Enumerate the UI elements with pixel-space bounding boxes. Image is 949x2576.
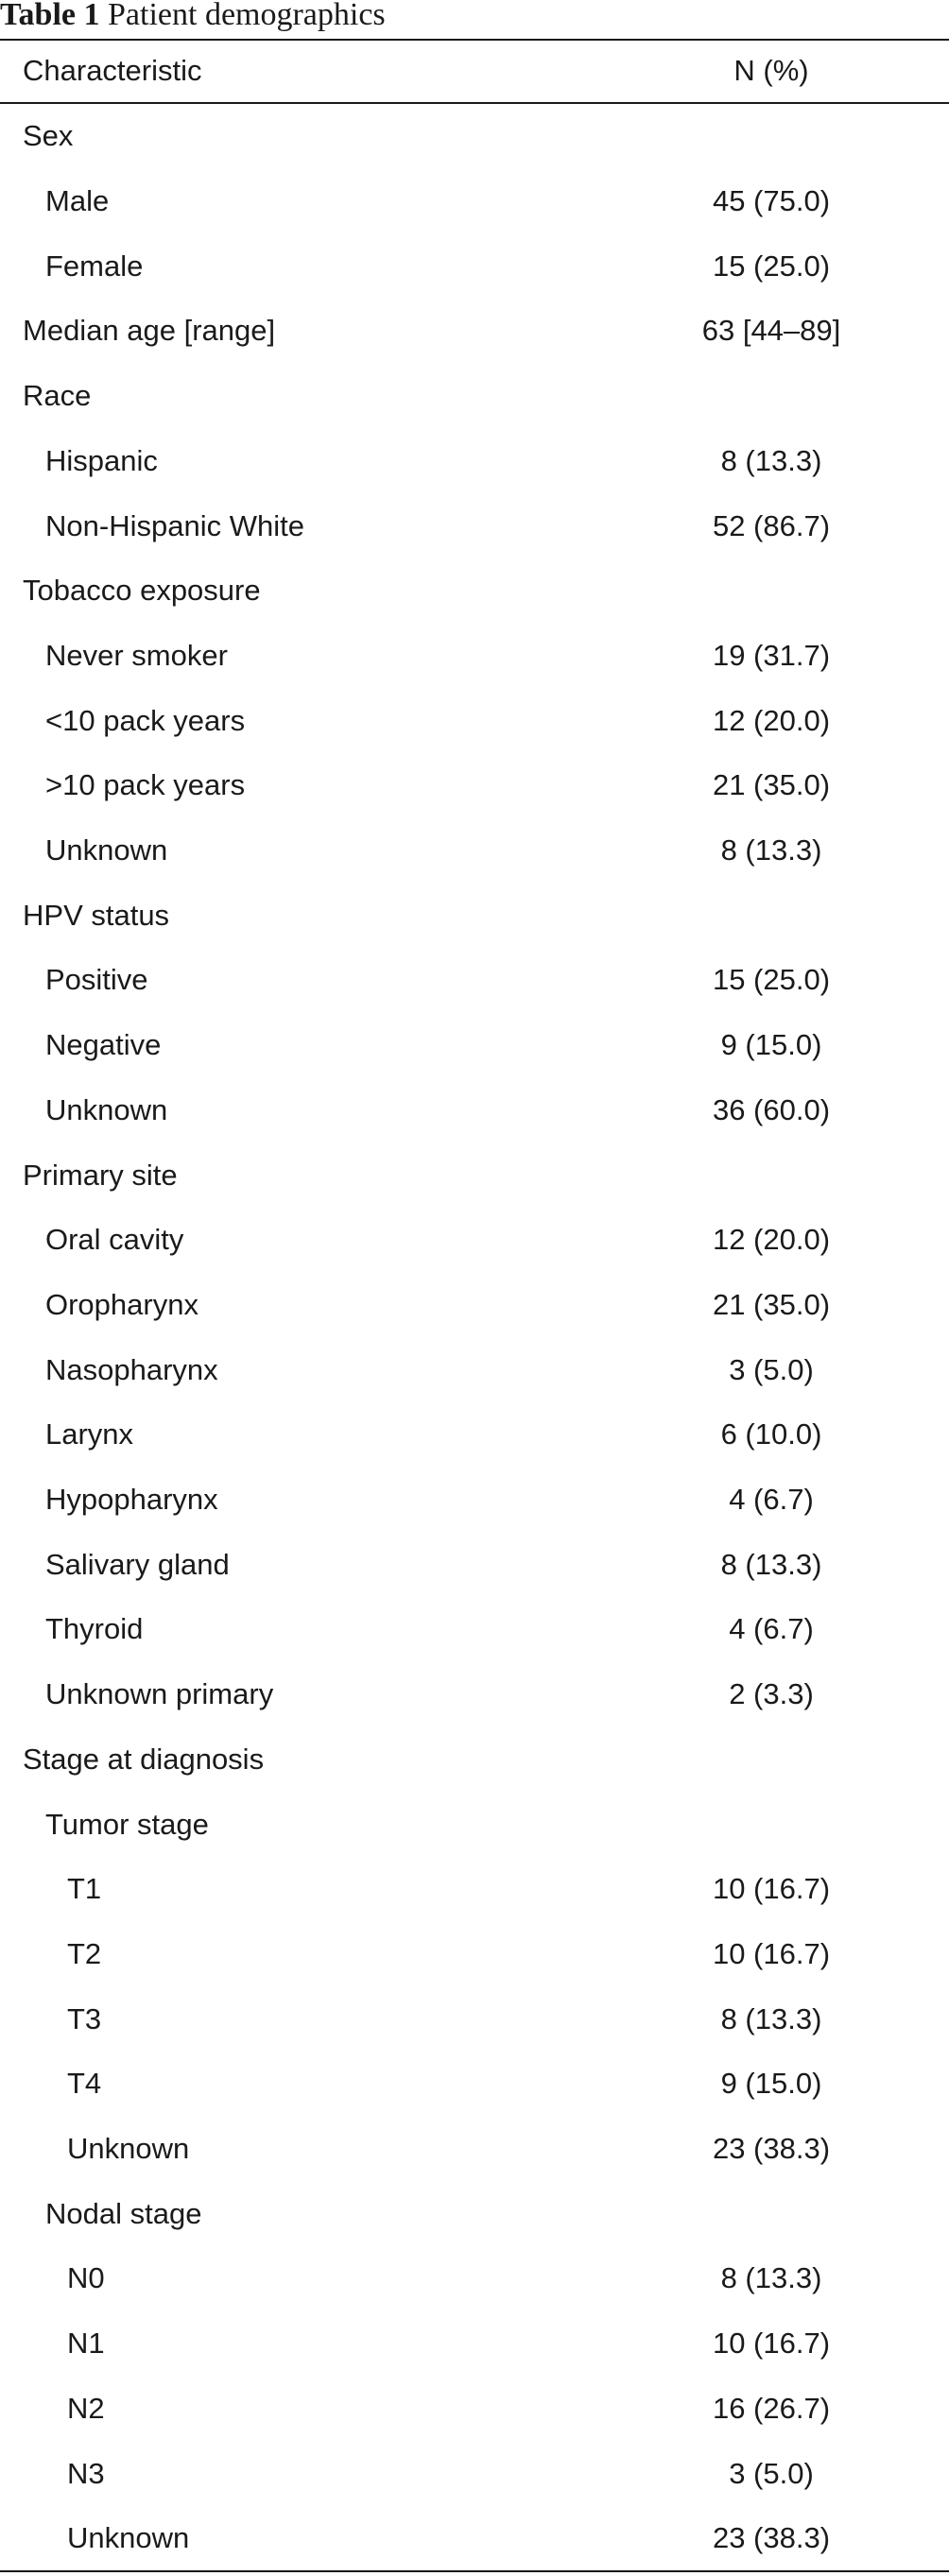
row-characteristic: Unknown: [67, 2132, 190, 2166]
row-characteristic: Larynx: [45, 1417, 134, 1451]
table-row: [0, 1857, 949, 1922]
row-value: 12 (20.0): [712, 1223, 831, 1257]
table-row: [0, 1142, 949, 1208]
row-value: 12 (20.0): [712, 703, 831, 737]
row-value: 6 (10.0): [720, 1417, 822, 1451]
row-value: 8 (13.3): [720, 443, 822, 477]
header-characteristic: Characteristic: [23, 54, 202, 87]
row-characteristic: N3: [67, 2456, 105, 2490]
table-row: [0, 493, 949, 558]
row-value: [639, 104, 904, 169]
row-value: 8 (13.3): [720, 833, 822, 867]
table-row: [0, 1468, 949, 1533]
row-value: [639, 1727, 904, 1793]
table-row: [0, 2181, 949, 2246]
table-row: [0, 2052, 949, 2117]
row-characteristic: Unknown: [45, 833, 168, 867]
row-characteristic: >10 pack years: [45, 768, 246, 802]
row-value: 23 (38.3): [712, 2521, 831, 2555]
table-row: [0, 2117, 949, 2182]
row-value: 52 (86.7): [712, 508, 831, 542]
row-characteristic: Primary site: [23, 1158, 178, 1192]
row-value: 2 (3.3): [729, 1677, 814, 1711]
row-value: 19 (31.7): [712, 638, 831, 672]
table-row: [0, 2377, 949, 2442]
row-value: 10 (16.7): [712, 1872, 831, 1906]
row-characteristic: N2: [67, 2391, 105, 2425]
table-row: [0, 429, 949, 494]
row-value: 9 (15.0): [720, 1028, 822, 1062]
table-header-row: [0, 40, 949, 102]
row-value: 10 (16.7): [712, 2327, 831, 2361]
row-characteristic: <10 pack years: [45, 703, 246, 737]
row-characteristic: Nodal stage: [45, 2196, 202, 2230]
table-row: [0, 1597, 949, 1662]
row-characteristic: Male: [45, 184, 110, 218]
row-value: 4 (6.7): [729, 1612, 814, 1646]
row-value: 3 (5.0): [729, 1352, 814, 1386]
row-characteristic: N1: [67, 2327, 105, 2361]
row-value: 23 (38.3): [712, 2132, 831, 2166]
row-characteristic: Sex: [23, 119, 74, 153]
table-row: [0, 753, 949, 818]
row-value: 4 (6.7): [729, 1483, 814, 1517]
row-characteristic: Female: [45, 249, 144, 283]
table-caption-title: Patient demographics: [108, 0, 386, 32]
row-characteristic: Unknown: [67, 2521, 190, 2555]
table-row: [0, 1273, 949, 1338]
row-characteristic: Salivary gland: [45, 1547, 230, 1581]
row-characteristic: N0: [67, 2261, 105, 2295]
row-characteristic: Hispanic: [45, 443, 158, 477]
row-value: 9 (15.0): [720, 2067, 822, 2101]
row-characteristic: T3: [67, 2001, 102, 2035]
table-row: [0, 2441, 949, 2506]
row-value: [639, 2181, 904, 2246]
table-row: [0, 688, 949, 753]
table-row: [0, 1078, 949, 1143]
row-value: [639, 364, 904, 429]
table-caption-label: Table 1: [0, 0, 100, 32]
row-value: 8 (13.3): [720, 2261, 822, 2295]
table-row: [0, 233, 949, 299]
table-row: [0, 1013, 949, 1078]
table-row: [0, 883, 949, 948]
row-value: 36 (60.0): [712, 1092, 831, 1126]
table-row: [0, 1402, 949, 1468]
row-characteristic: Unknown primary: [45, 1677, 274, 1711]
row-characteristic: Oral cavity: [45, 1223, 184, 1257]
table-row: [0, 818, 949, 884]
row-value: 10 (16.7): [712, 1936, 831, 1970]
table-row: [0, 2311, 949, 2377]
row-characteristic: Positive: [45, 963, 148, 997]
table-row: [0, 1792, 949, 1857]
table-row: [0, 2246, 949, 2311]
header-value: N (%): [733, 54, 809, 87]
row-value: 45 (75.0): [712, 184, 831, 218]
row-characteristic: HPV status: [23, 898, 170, 932]
row-characteristic: Negative: [45, 1028, 162, 1062]
table-row: [0, 1922, 949, 1987]
row-characteristic: Tobacco exposure: [23, 574, 261, 608]
row-value: 15 (25.0): [712, 249, 831, 283]
table-row: [0, 1208, 949, 1273]
row-characteristic: Nasopharynx: [45, 1352, 218, 1386]
row-characteristic: T4: [67, 2067, 102, 2101]
row-characteristic: Race: [23, 379, 92, 413]
row-value: 21 (35.0): [712, 1287, 831, 1321]
table-row: [0, 1986, 949, 2052]
table-row: [0, 169, 949, 234]
row-characteristic: Tumor stage: [45, 1807, 209, 1841]
row-value: 63 [44–89]: [701, 314, 841, 348]
row-characteristic: Hypopharynx: [45, 1483, 218, 1517]
row-characteristic: T2: [67, 1936, 102, 1970]
table-row: [0, 104, 949, 169]
table-row: [0, 364, 949, 429]
table-row: [0, 558, 949, 624]
row-value: [639, 1142, 904, 1208]
row-characteristic: Thyroid: [45, 1612, 144, 1646]
table-row: [0, 1662, 949, 1727]
row-value: 8 (13.3): [720, 1547, 822, 1581]
row-value: [639, 558, 904, 624]
row-characteristic: Oropharynx: [45, 1287, 198, 1321]
row-characteristic: Non-Hispanic White: [45, 508, 304, 542]
row-value: 3 (5.0): [729, 2456, 814, 2490]
table-row: [0, 948, 949, 1013]
table-row: [0, 1337, 949, 1402]
row-value: 8 (13.3): [720, 2001, 822, 2035]
row-characteristic: Never smoker: [45, 638, 228, 672]
row-characteristic: Median age [range]: [23, 314, 276, 348]
table-row: [0, 299, 949, 364]
row-value: 16 (26.7): [712, 2391, 831, 2425]
table-row: [0, 624, 949, 689]
table-row: [0, 1727, 949, 1793]
row-value: [639, 883, 904, 948]
row-characteristic: Unknown: [45, 1092, 168, 1126]
table-bottom-rule: [0, 2570, 949, 2572]
row-value: 21 (35.0): [712, 768, 831, 802]
table-caption: [0, 0, 386, 36]
row-characteristic: Stage at diagnosis: [23, 1742, 265, 1776]
table-row: [0, 2506, 949, 2571]
row-characteristic: T1: [67, 1872, 102, 1906]
row-value: [639, 1792, 904, 1857]
row-value: 15 (25.0): [712, 963, 831, 997]
table-row: [0, 1532, 949, 1597]
